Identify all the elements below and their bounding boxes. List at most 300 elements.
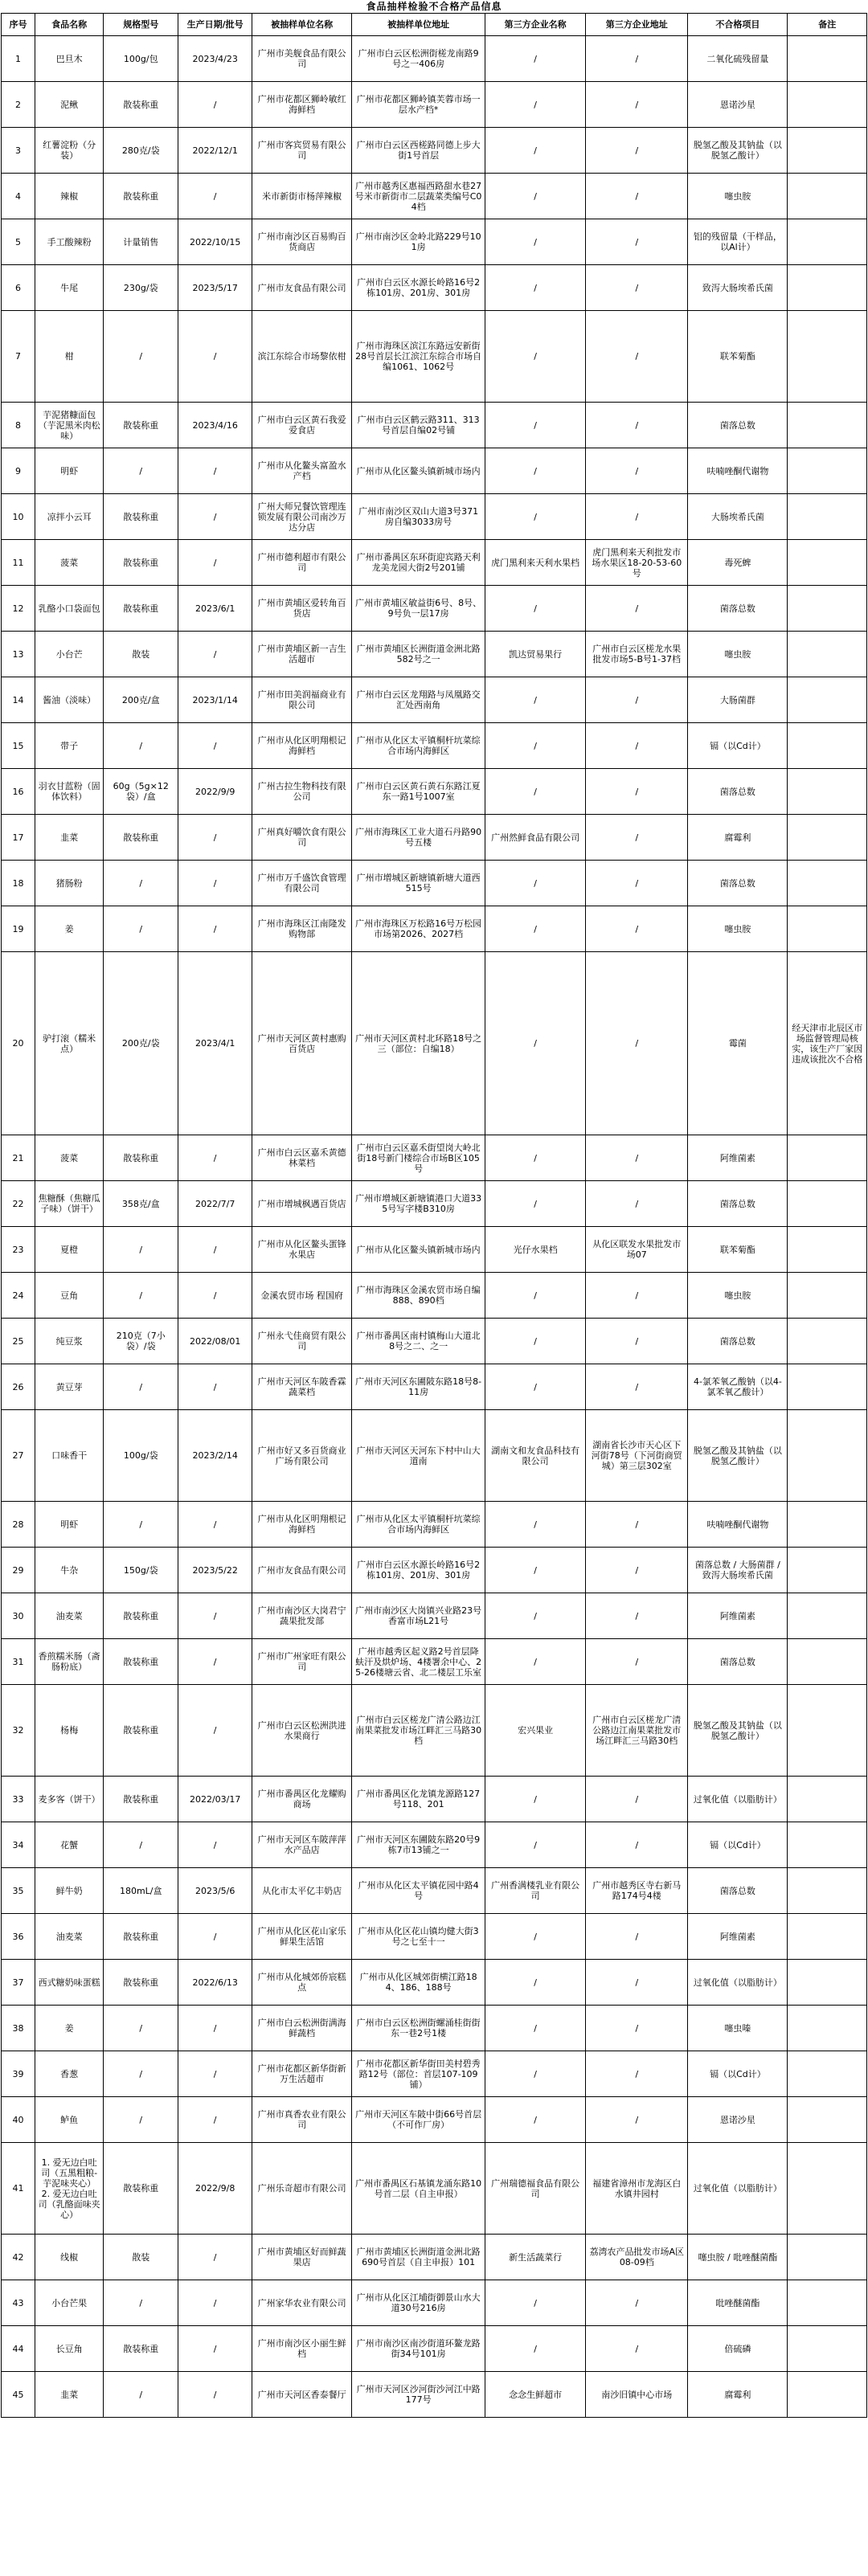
cell-date: /	[178, 311, 252, 403]
cell-tp-addr: /	[586, 677, 688, 723]
cell-no: 14	[2, 677, 35, 723]
cell-unit: 广州市花都区新华街新万生活超市	[252, 2051, 352, 2097]
cell-date: 2023/4/1	[178, 952, 252, 1135]
cell-name: 麦多客（饼干）	[35, 1777, 104, 1822]
cell-spec: 散装称重	[104, 586, 178, 632]
cell-unit: 广州市天河区车陂香霖蔬菜档	[252, 1364, 352, 1410]
cell-note	[788, 677, 867, 723]
cell-tp-addr: /	[586, 815, 688, 861]
cell-note	[788, 2280, 867, 2326]
cell-tp-name: /	[485, 2051, 586, 2097]
cell-date: /	[178, 448, 252, 494]
cell-note	[788, 403, 867, 448]
cell-addr: 广州市从化区花山镇均健大街3号之七至十一	[352, 1914, 485, 1960]
cell-addr: 广州市黄埔区长洲街道金洲北路690号首层（自主申报）101	[352, 2235, 485, 2280]
cell-tp-name: /	[485, 1822, 586, 1868]
cell-tp-addr: 荔湾农产品批发市场A区08-09档	[586, 2235, 688, 2280]
cell-unit: 广州市白云区松洲洪进水果商行	[252, 1685, 352, 1777]
cell-tp-name: 光仔水果档	[485, 1227, 586, 1273]
cell-tp-addr: 从化区联发水果批发市场07	[586, 1227, 688, 1273]
cell-date: 2023/5/6	[178, 1868, 252, 1914]
table-row	[2, 2097, 867, 2143]
cell-date: /	[178, 1227, 252, 1273]
cell-item: 霉菌	[688, 952, 788, 1135]
cell-item: 镉（以Cd计）	[688, 1822, 788, 1868]
cell-spec: 210克（7小袋）/袋	[104, 1319, 178, 1364]
cell-tp-addr: /	[586, 174, 688, 219]
cell-item: 过氧化值（以脂肪计）	[688, 1777, 788, 1822]
cell-name: 姜	[35, 906, 104, 952]
cell-note	[788, 2235, 867, 2280]
cell-spec: 280克/袋	[104, 128, 178, 174]
cell-unit: 广州市好又多百货商业广场有限公司	[252, 1410, 352, 1502]
table-row	[2, 2326, 867, 2372]
cell-item: 阿维菌素	[688, 1135, 788, 1181]
column-header: 不合格项目	[688, 14, 788, 36]
cell-tp-name: /	[485, 1181, 586, 1227]
cell-tp-name: /	[485, 1639, 586, 1685]
cell-date: /	[178, 906, 252, 952]
cell-spec: /	[104, 2051, 178, 2097]
cell-no: 24	[2, 1273, 35, 1319]
cell-no: 27	[2, 1410, 35, 1502]
cell-tp-addr: /	[586, 2097, 688, 2143]
cell-name: 凉拌小云耳	[35, 494, 104, 540]
cell-unit: 广州市花都区狮岭敏红海鲜档	[252, 82, 352, 128]
cell-name: 小台芒果	[35, 2280, 104, 2326]
cell-tp-name: 宏兴果业	[485, 1685, 586, 1777]
cell-addr: 广州市从化区太平镇桐杆坑菜综合市场内海鲜区	[352, 723, 485, 769]
cell-note	[788, 815, 867, 861]
cell-spec: /	[104, 2372, 178, 2418]
cell-note	[788, 1868, 867, 1914]
cell-unit: 广州真好嚼饮食有限公司	[252, 815, 352, 861]
cell-date: 2022/7/7	[178, 1181, 252, 1227]
cell-addr: 广州市白云区水源长岭路16号2栋101房、201房、301房	[352, 265, 485, 311]
cell-no: 4	[2, 174, 35, 219]
cell-unit: 广州市南沙区大岗君宁蔬果批发部	[252, 1593, 352, 1639]
cell-item: 噻虫嗪	[688, 2006, 788, 2051]
cell-no: 3	[2, 128, 35, 174]
cell-unit: 米市新街市杨萍辣椒	[252, 174, 352, 219]
cell-spec: /	[104, 448, 178, 494]
cell-tp-addr: /	[586, 1914, 688, 1960]
cell-note	[788, 128, 867, 174]
cell-spec: 散装称重	[104, 540, 178, 586]
cell-spec: /	[104, 906, 178, 952]
cell-no: 12	[2, 586, 35, 632]
cell-tp-name: /	[485, 403, 586, 448]
cell-spec: 散装称重	[104, 403, 178, 448]
cell-unit: 广州乐奇超市有限公司	[252, 2143, 352, 2235]
cell-addr: 广州市从化区江埔街御景山水大道30号216房	[352, 2280, 485, 2326]
cell-unit: 广州市天河区香泰餐厅	[252, 2372, 352, 2418]
cell-name: 芋泥猪糠面包（芋泥黑米肉松味）	[35, 403, 104, 448]
cell-addr: 广州市南沙区双山大道3号371房自编3033房号	[352, 494, 485, 540]
cell-note	[788, 1135, 867, 1181]
cell-tp-addr: /	[586, 1135, 688, 1181]
cell-item: 菌落总数	[688, 586, 788, 632]
cell-name: 带子	[35, 723, 104, 769]
cell-item: 腐霉利	[688, 2372, 788, 2418]
cell-name: 酱油（淡味）	[35, 677, 104, 723]
cell-item: 噻虫胺 / 吡唑醚菌酯	[688, 2235, 788, 2280]
cell-no: 40	[2, 2097, 35, 2143]
cell-unit: 广州市从化区鳌头蛋锋水果店	[252, 1227, 352, 1273]
cell-date: 2023/2/14	[178, 1410, 252, 1502]
cell-no: 13	[2, 632, 35, 677]
cell-item: 大肠菌群	[688, 677, 788, 723]
cell-unit: 广州市从化区花山家乐鲜果生活馆	[252, 1914, 352, 1960]
table-row	[2, 815, 867, 861]
cell-name: 线椒	[35, 2235, 104, 2280]
cell-note	[788, 494, 867, 540]
cell-unit: 广州古拉生物科技有限公司	[252, 769, 352, 815]
cell-name: 羽衣甘蓝粉（固体饮料）	[35, 769, 104, 815]
cell-addr: 广州市白云区水源长岭路16号2栋101房、201房、301房	[352, 1548, 485, 1593]
cell-tp-addr: /	[586, 1822, 688, 1868]
cell-item: 呋喃唑酮代谢物	[688, 448, 788, 494]
cell-spec: 200克/盒	[104, 677, 178, 723]
cell-no: 16	[2, 769, 35, 815]
table-row	[2, 1548, 867, 1593]
cell-item: 呋喃唑酮代谢物	[688, 1502, 788, 1548]
cell-item: 4-氯苯氧乙酸钠（以4-氯苯氧乙酸计）	[688, 1364, 788, 1410]
cell-tp-addr: /	[586, 2280, 688, 2326]
cell-tp-addr: 广州市白云区槎龙水果批发市场5-B号1-37档	[586, 632, 688, 677]
cell-addr: 广州市黄埔区敏益街6号、8号、9号负一层17房	[352, 586, 485, 632]
cell-name: 焦糖酥（焦糖瓜子味）（饼干）	[35, 1181, 104, 1227]
table-row	[2, 1639, 867, 1685]
cell-note	[788, 36, 867, 82]
cell-note	[788, 1639, 867, 1685]
table-row	[2, 36, 867, 82]
table-row	[2, 1319, 867, 1364]
cell-item: 阿维菌素	[688, 1914, 788, 1960]
cell-tp-addr: /	[586, 82, 688, 128]
cell-note	[788, 1364, 867, 1410]
cell-tp-addr: /	[586, 265, 688, 311]
cell-tp-name: 念念生鲜超市	[485, 2372, 586, 2418]
cell-date: 2022/6/13	[178, 1960, 252, 2006]
cell-spec: 散装称重	[104, 1960, 178, 2006]
cell-spec: 180mL/盒	[104, 1868, 178, 1914]
table-row	[2, 311, 867, 403]
cell-no: 5	[2, 219, 35, 265]
cell-addr: 广州市从化区太平镇花园中路4号	[352, 1868, 485, 1914]
cell-no: 36	[2, 1914, 35, 1960]
cell-no: 6	[2, 265, 35, 311]
cell-name: 油麦菜	[35, 1914, 104, 1960]
cell-unit: 广州市从化区明翔根记海鲜档	[252, 723, 352, 769]
cell-no: 1	[2, 36, 35, 82]
cell-item: 脱氢乙酸及其钠盐（以脱氢乙酸计）	[688, 1410, 788, 1502]
cell-name: 鲜牛奶	[35, 1868, 104, 1914]
table-row	[2, 1181, 867, 1227]
cell-tp-name: /	[485, 2280, 586, 2326]
cell-tp-name: /	[485, 677, 586, 723]
cell-no: 44	[2, 2326, 35, 2372]
table-row	[2, 1273, 867, 1319]
cell-tp-name: 广州香满楼乳业有限公司	[485, 1868, 586, 1914]
cell-spec: /	[104, 1227, 178, 1273]
cell-date: /	[178, 494, 252, 540]
cell-item: 菌落总数	[688, 1868, 788, 1914]
cell-name: 口味香干	[35, 1410, 104, 1502]
cell-date: /	[178, 2097, 252, 2143]
cell-date: /	[178, 2235, 252, 2280]
cell-unit: 广州市客宾贸易有限公司	[252, 128, 352, 174]
table-row	[2, 1777, 867, 1822]
cell-name: 手工酸辣粉	[35, 219, 104, 265]
cell-item: 噻虫胺	[688, 1273, 788, 1319]
cell-item: 镉（以Cd计）	[688, 2051, 788, 2097]
cell-date: 2023/4/23	[178, 36, 252, 82]
cell-spec: 计量销售	[104, 219, 178, 265]
cell-item: 脱氢乙酸及其钠盐（以脱氢乙酸计）	[688, 1685, 788, 1777]
cell-note	[788, 769, 867, 815]
cell-spec: 散装称重	[104, 2326, 178, 2372]
cell-addr: 广州市天河区天河东下村中山大道南	[352, 1410, 485, 1502]
cell-tp-addr: /	[586, 2326, 688, 2372]
cell-addr: 广州市白云区鹤云路311、313号首层自编02号铺	[352, 403, 485, 448]
cell-tp-name: 新生活蔬菜行	[485, 2235, 586, 2280]
column-header: 规格型号	[104, 14, 178, 36]
cell-addr: 广州市海珠区万松路16号万松园市场第2026、2027档	[352, 906, 485, 952]
cell-date: /	[178, 1639, 252, 1685]
cell-note	[788, 1227, 867, 1273]
cell-note	[788, 1593, 867, 1639]
cell-tp-name: /	[485, 1960, 586, 2006]
cell-addr: 广州市番禺区石基镇龙涌东路10号首二层（自主申报）	[352, 2143, 485, 2235]
cell-item: 毒死蜱	[688, 540, 788, 586]
cell-name: 油麦菜	[35, 1593, 104, 1639]
cell-addr: 广州市番禺区南村镇梅山大道北8号之二、之一	[352, 1319, 485, 1364]
cell-addr: 广州市从化区鳌头镇新城市场内	[352, 448, 485, 494]
cell-no: 18	[2, 861, 35, 906]
cell-tp-addr: /	[586, 769, 688, 815]
cell-addr: 广州市从化区太平镇桐杆坑菜综合市场内海鲜区	[352, 1502, 485, 1548]
cell-name: 菠菜	[35, 540, 104, 586]
table-row	[2, 1135, 867, 1181]
cell-tp-addr: 湖南省长沙市天心区下河街78号（下河街商贸城）第三层302室	[586, 1410, 688, 1502]
cell-no: 9	[2, 448, 35, 494]
cell-tp-addr: /	[586, 1639, 688, 1685]
results-table	[1, 13, 867, 2418]
cell-tp-addr: /	[586, 448, 688, 494]
cell-no: 15	[2, 723, 35, 769]
cell-tp-addr: /	[586, 36, 688, 82]
cell-note	[788, 82, 867, 128]
cell-spec: 150g/袋	[104, 1548, 178, 1593]
table-row	[2, 1593, 867, 1639]
table-row	[2, 494, 867, 540]
cell-tp-name: /	[485, 311, 586, 403]
cell-name: 红薯淀粉（分装）	[35, 128, 104, 174]
cell-name: 香葱	[35, 2051, 104, 2097]
cell-unit: 广州大师兄餐饮管理连锁发展有限公司南沙万达分店	[252, 494, 352, 540]
cell-date: /	[178, 632, 252, 677]
cell-tp-addr: /	[586, 1319, 688, 1364]
cell-addr: 广州市从化区城郊街横江路184、186、188号	[352, 1960, 485, 2006]
cell-name: 驴打滚（糯米点）	[35, 952, 104, 1135]
table-row	[2, 128, 867, 174]
cell-addr: 广州市从化区鳌头镇新城市场内	[352, 1227, 485, 1273]
cell-addr: 广州市白云区松洲街槎龙南路9号之一406房	[352, 36, 485, 82]
cell-no: 19	[2, 906, 35, 952]
cell-spec: 散装	[104, 2235, 178, 2280]
table-row	[2, 1868, 867, 1914]
cell-spec: /	[104, 1364, 178, 1410]
cell-date: /	[178, 2326, 252, 2372]
cell-unit: 广州家华农业有限公司	[252, 2280, 352, 2326]
cell-name: 鲈鱼	[35, 2097, 104, 2143]
cell-note	[788, 265, 867, 311]
cell-spec: /	[104, 1273, 178, 1319]
cell-addr: 广州市白云区松洲街螺涌桂街街东一巷2号1楼	[352, 2006, 485, 2051]
cell-unit: 广州市增城枫遇百货店	[252, 1181, 352, 1227]
cell-spec: /	[104, 723, 178, 769]
cell-spec: 散装称重	[104, 494, 178, 540]
table-row	[2, 2006, 867, 2051]
table-row	[2, 632, 867, 677]
cell-no: 33	[2, 1777, 35, 1822]
cell-name: 豆角	[35, 1273, 104, 1319]
cell-no: 42	[2, 2235, 35, 2280]
cell-tp-name: /	[485, 219, 586, 265]
cell-no: 26	[2, 1364, 35, 1410]
cell-no: 25	[2, 1319, 35, 1364]
cell-addr: 广州市海珠区工业大道石丹路90号五楼	[352, 815, 485, 861]
cell-note	[788, 1410, 867, 1502]
cell-item: 噻虫胺	[688, 174, 788, 219]
cell-item: 菌落总数	[688, 403, 788, 448]
cell-tp-name: /	[485, 906, 586, 952]
cell-addr: 广州市黄埔区长洲街道金洲北路582号之一	[352, 632, 485, 677]
cell-tp-addr: /	[586, 128, 688, 174]
cell-name: 小台芒	[35, 632, 104, 677]
cell-date: /	[178, 540, 252, 586]
cell-tp-name: /	[485, 36, 586, 82]
table-row	[2, 1960, 867, 2006]
cell-tp-name: /	[485, 1593, 586, 1639]
cell-spec: 60g（5g×12袋）/盒	[104, 769, 178, 815]
table-row	[2, 1227, 867, 1273]
cell-no: 43	[2, 2280, 35, 2326]
cell-note	[788, 723, 867, 769]
cell-unit: 广州市番禺区化龙耀购商场	[252, 1777, 352, 1822]
cell-item: 铝的残留量（干样品，以Al计）	[688, 219, 788, 265]
cell-item: 菌落总数	[688, 1639, 788, 1685]
cell-unit: 广州市白云松洲街满海鲜蔬档	[252, 2006, 352, 2051]
cell-note	[788, 1502, 867, 1548]
cell-tp-name: /	[485, 2097, 586, 2143]
cell-addr: 广州市天河区黄村北环路18号之三（部位：自编18）	[352, 952, 485, 1135]
table-row	[2, 1410, 867, 1502]
cell-date: /	[178, 815, 252, 861]
cell-no: 32	[2, 1685, 35, 1777]
cell-note	[788, 2006, 867, 2051]
cell-unit: 广州市美舰食品有限公司	[252, 36, 352, 82]
cell-note: 经天津市北辰区市场监督管理局核实，该生产厂家因违成该批次不合格	[788, 952, 867, 1135]
cell-note	[788, 2097, 867, 2143]
cell-tp-addr: /	[586, 952, 688, 1135]
cell-item: 联苯菊酯	[688, 1227, 788, 1273]
cell-note	[788, 861, 867, 906]
cell-spec: 100g/包	[104, 36, 178, 82]
cell-tp-addr: 福建省漳州市龙海区白水镇井园村	[586, 2143, 688, 2235]
cell-addr: 广州市增城区新塘镇港口大道335号写字楼B310房	[352, 1181, 485, 1227]
cell-note	[788, 1914, 867, 1960]
cell-name: 夏橙	[35, 1227, 104, 1273]
cell-date: 2022/12/1	[178, 128, 252, 174]
cell-addr: 广州市白云区西槎路同德上步大街1号首层	[352, 128, 485, 174]
cell-tp-addr: /	[586, 2051, 688, 2097]
cell-name: 牛尾	[35, 265, 104, 311]
cell-item: 菌落总数	[688, 1181, 788, 1227]
cell-name: 明虾	[35, 1502, 104, 1548]
cell-addr: 广州市白云区槎龙广清公路边江南果菜批发市场江畔汇三马路30档	[352, 1685, 485, 1777]
cell-tp-name: /	[485, 769, 586, 815]
cell-name: 巴旦木	[35, 36, 104, 82]
cell-item: 菌落总数	[688, 1319, 788, 1364]
cell-tp-addr: /	[586, 311, 688, 403]
cell-note	[788, 1319, 867, 1364]
cell-unit: 广州市从化城郊侨宸糕点	[252, 1960, 352, 2006]
cell-tp-addr: 广州市白云区槎龙广清公路边江南果菜批发市场江畔汇三马路30档	[586, 1685, 688, 1777]
cell-addr: 广州市天河区东圃陂东路20号9栋7市13铺之一	[352, 1822, 485, 1868]
cell-date: 2022/10/15	[178, 219, 252, 265]
cell-item: 镉（以Cd计）	[688, 723, 788, 769]
cell-spec: 230g/袋	[104, 265, 178, 311]
cell-date: /	[178, 1914, 252, 1960]
table-row	[2, 769, 867, 815]
cell-item: 联苯菊酯	[688, 311, 788, 403]
cell-name: 柑	[35, 311, 104, 403]
cell-note	[788, 311, 867, 403]
cell-date: 2023/4/16	[178, 403, 252, 448]
cell-tp-addr: /	[586, 1364, 688, 1410]
cell-item: 恩诺沙星	[688, 82, 788, 128]
cell-tp-name: /	[485, 586, 586, 632]
cell-unit: 广州市南沙区小丽生鲜档	[252, 2326, 352, 2372]
cell-date: /	[178, 1273, 252, 1319]
cell-tp-name: /	[485, 1777, 586, 1822]
cell-tp-addr: /	[586, 403, 688, 448]
cell-note	[788, 1822, 867, 1868]
cell-tp-name: 广州然鲜食品有限公司	[485, 815, 586, 861]
cell-addr: 广州市番禺区东环街迎宾路天利龙美龙园大街2号201铺	[352, 540, 485, 586]
cell-date: /	[178, 174, 252, 219]
table-row	[2, 219, 867, 265]
cell-tp-name: /	[485, 265, 586, 311]
cell-unit: 广州市从化鳌头富盈水产档	[252, 448, 352, 494]
cell-item: 倍硫磷	[688, 2326, 788, 2372]
cell-spec: 散装称重	[104, 82, 178, 128]
cell-tp-name: /	[485, 82, 586, 128]
cell-tp-addr: /	[586, 1548, 688, 1593]
column-header: 被抽样单位地址	[352, 14, 485, 36]
cell-date: /	[178, 1502, 252, 1548]
cell-date: /	[178, 1364, 252, 1410]
cell-no: 7	[2, 311, 35, 403]
cell-no: 37	[2, 1960, 35, 2006]
cell-spec: /	[104, 1822, 178, 1868]
cell-date: 2022/9/9	[178, 769, 252, 815]
cell-spec: /	[104, 2006, 178, 2051]
cell-tp-name: /	[485, 2326, 586, 2372]
table-row	[2, 952, 867, 1135]
